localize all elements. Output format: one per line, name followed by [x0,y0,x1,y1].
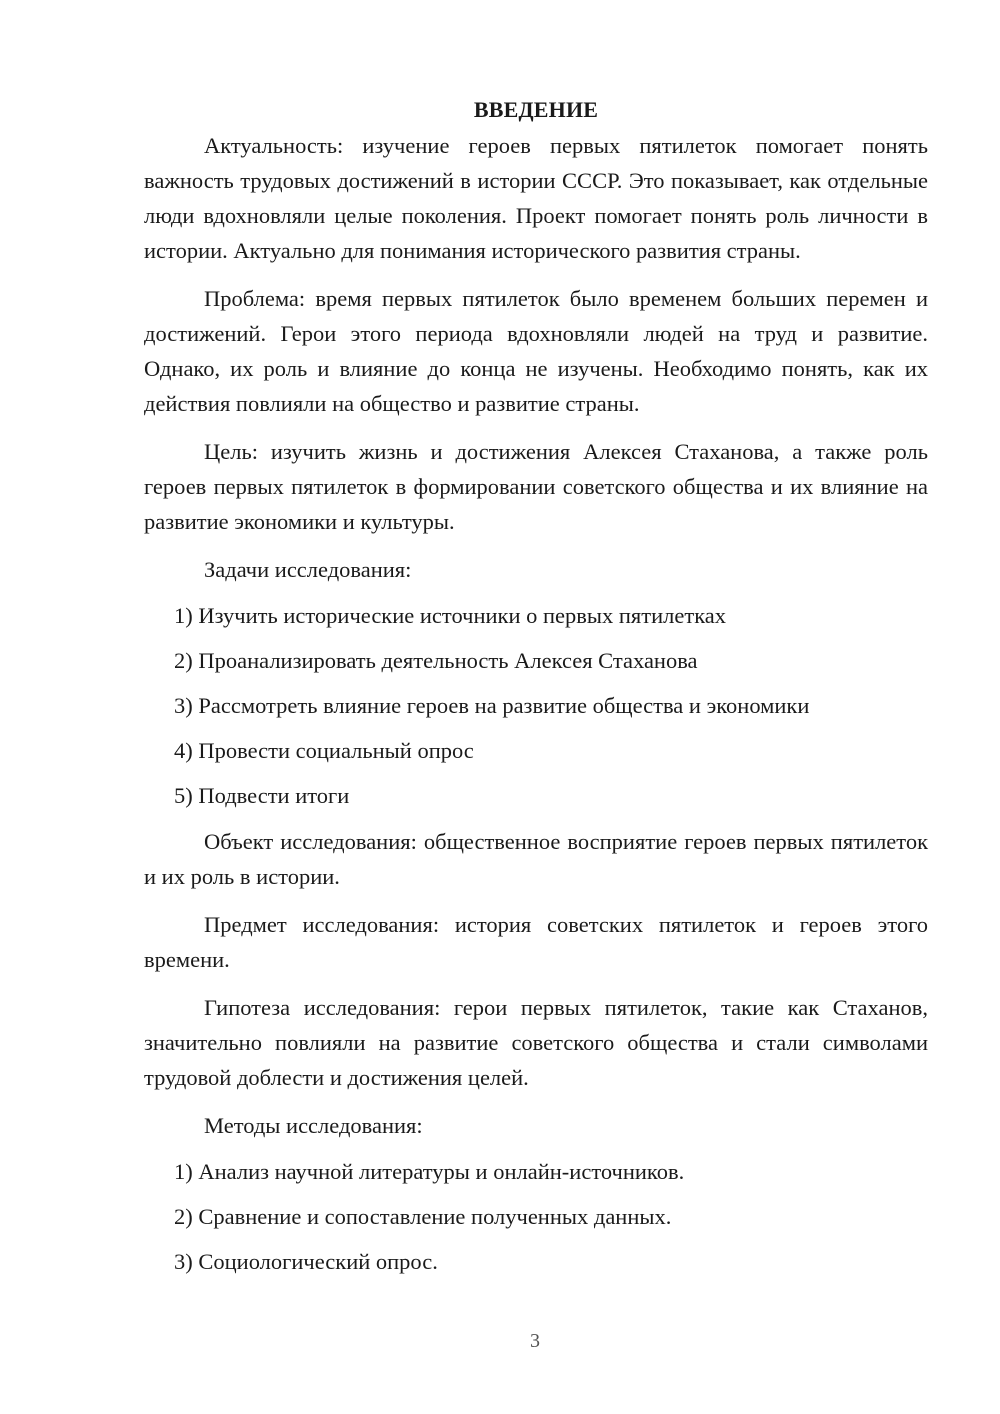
methods-label: Методы исследования: [204,1113,423,1138]
list-item: 3) Социологический опрос. [174,1249,438,1274]
object-paragraph: Объект исследования: общественное восприятие героев первых пятилеток и их роль в истории. [144,829,928,889]
page-content [144,92,928,1290]
actuality-paragraph: Актуальность: изучение героев первых пятилеток помогает понять важность трудовых достижений в истории СССР. Это показывает, как отдельные люди вдохновляли целые поколения. Проект помогает понять роль личности в истории. Актуально для понимания исторического развития страны. [144,133,928,263]
list-item: 4) Провести социальный опрос [174,738,474,763]
hypothesis-paragraph: Гипотеза исследования: герои первых пятилеток, такие как Стаханов, значительно повлияли на развитие советского общества и стали символами трудовой доблести и достижения целей. [144,995,928,1090]
list-item: 2) Проанализировать деятельность Алексея Стаханова [174,648,698,673]
list-item: 1) Анализ научной литературы и онлайн-источников. [174,1159,685,1184]
tasks-label: Задачи исследования: [204,557,412,582]
page-number: 3 [530,1330,540,1352]
list-item: 3) Рассмотреть влияние героев на развитие общества и экономики [174,693,810,718]
list-item: 2) Сравнение и сопоставление полученных данных. [174,1204,672,1229]
list-item: 5) Подвести итоги [174,783,350,808]
methods-list [144,1154,928,1279]
subject-paragraph: Предмет исследования: история советских пятилеток и героев этого времени. [144,912,928,972]
list-item: 1) Изучить исторические источники о первых пятилетках [174,603,727,628]
section-heading: ВВЕДЕНИЕ [473,97,599,122]
problem-paragraph: Проблема: время первых пятилеток было временем больших перемен и достижений. Герои этого периода вдохновляли людей на труд и развитие. Однако, их роль и влияние до конца не изучены. Необходимо понять, как их действия повлияли на общество и развитие страны. [144,286,928,416]
tasks-list [144,598,928,813]
goal-paragraph: Цель: изучить жизнь и достижения Алексея Стаханова, а также роль героев первых пятилеток в формировании советского общества и их влияние на развитие экономики и культуры. [144,439,928,534]
